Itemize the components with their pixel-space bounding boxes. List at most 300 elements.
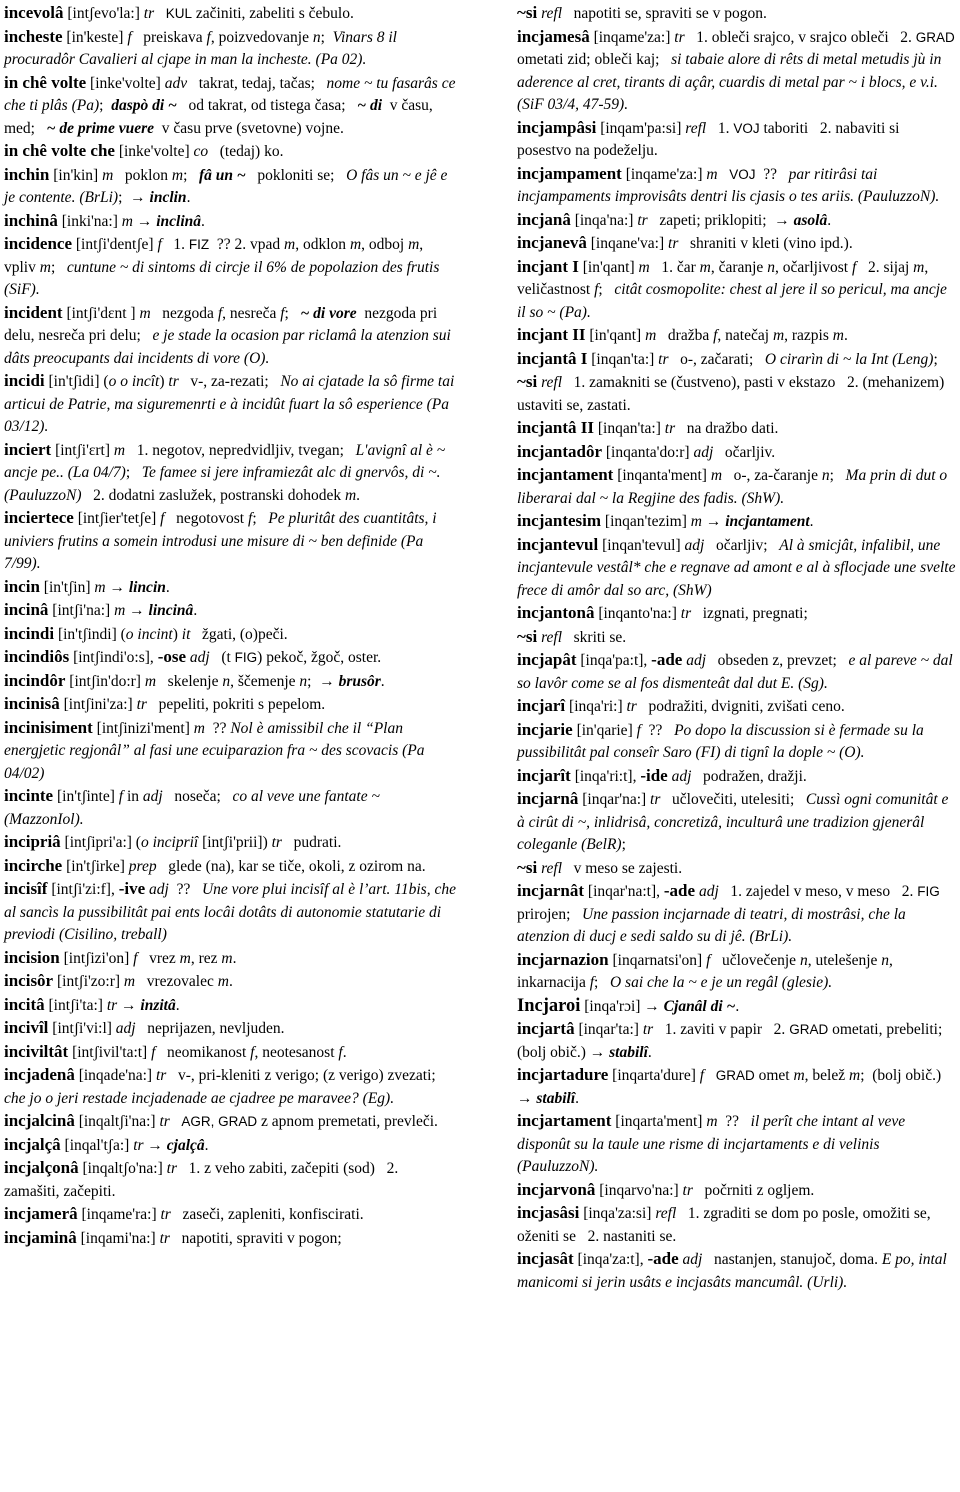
entry-segment: adj (115, 1020, 136, 1037)
entry-segment: O cirarìn di ~ la Int (Leng) (764, 350, 934, 368)
entry-segment: adj (693, 443, 714, 461)
entry-segment: [inqami'na:] (76, 1229, 160, 1247)
dictionary-entry (4, 439, 456, 508)
entry-segment: [inqa'za:t], (573, 1251, 648, 1268)
entry-segment: m (772, 327, 785, 344)
entry-segment: tr (680, 605, 692, 622)
entry-segment: [int (48, 1020, 74, 1037)
dictionary-entry (4, 1227, 456, 1251)
entry-segment: [in't (39, 578, 69, 596)
entry-headword: incinte (4, 786, 54, 805)
entry-segment: refl (655, 1205, 677, 1222)
entry-segment: O sai che la ~ e je un regâl (glesie). (609, 974, 833, 991)
entry-segment: i'dent (102, 236, 137, 253)
entry-segment: m (217, 973, 229, 990)
entry-segment: m (123, 973, 136, 990)
entry-segment: 1. (161, 236, 189, 253)
entry-segment: lincin (128, 578, 166, 596)
entry-segment: m (706, 1113, 718, 1130)
entry-segment: KUL (165, 6, 193, 21)
entry-segment: No ai cjatade la sô firme tai articui de Patrie, ma siguremenrti e à incidût fuart la sô esperience (Pa 03/12). (4, 373, 459, 435)
entry-segment: irke] (95, 857, 129, 875)
entry-segment: 1. z veho zabiti, začepiti (sod) 2. zamašiti, začepiti. (4, 1160, 403, 1200)
entry-segment: f (706, 951, 711, 969)
entry-segment: 1. zgraditi se dom po posle, omožiti se, oženiti se 2. nastaniti se. (517, 1205, 935, 1245)
entry-segment: [inqa'na:] (570, 211, 638, 229)
entry-segment: tr (133, 1136, 144, 1154)
entry-segment: ; (99, 97, 112, 114)
entry-segment: m (408, 236, 420, 253)
entry-segment: inte] (86, 788, 119, 805)
dictionary-entry (517, 510, 957, 534)
entry-headword: incidi (4, 371, 45, 390)
entry-segment: ʃ (119, 1113, 125, 1130)
entry-segment: f (160, 510, 165, 527)
entry-segment: 1. negotov, nepredvidljiv, tvegan; (125, 441, 356, 459)
entry-headword: incirche (4, 855, 63, 875)
entry-headword: incjarît (517, 765, 571, 785)
entry-segment: ivil'ta:t] (98, 1043, 152, 1061)
entry-segment: , vpliv (4, 236, 428, 276)
dictionary-entry (4, 855, 456, 879)
entry-segment: ʃ (78, 973, 84, 990)
entry-segment: [inqanta'do:r] (602, 443, 694, 461)
entry-segment: in] (73, 578, 95, 596)
entry-segment: v-, pri-kleniti z verigo; (z verigo) zvezati; (166, 1067, 448, 1084)
entry-segment: i'prii]) (228, 834, 272, 851)
entry-segment: z apnom premetati, prevleči. (257, 1113, 438, 1130)
dictionary-entry (4, 72, 460, 141)
entry-headword: incindiôs (4, 647, 70, 666)
entry-segment: ʃ (85, 696, 91, 713)
entry-segment: , razpis (784, 327, 833, 344)
entry-segment: GRAD (915, 29, 955, 45)
entry-headword: inciviltât (4, 1041, 69, 1061)
entry-segment: f (594, 281, 599, 298)
dictionary-entry (4, 623, 456, 647)
entry-segment: O fâs un ~ e jê e je contente. (BrLi) (4, 166, 452, 206)
entry-segment: inclinâ (156, 212, 202, 230)
entry-segment: inizi'ment] (123, 719, 194, 737)
entry-segment: m (179, 949, 191, 967)
entry-segment: [int (48, 602, 74, 619)
entry-segment: ; (320, 28, 333, 46)
entry-segment: [inqar'na:] (578, 791, 651, 808)
dictionary-entry (4, 599, 456, 623)
entry-segment: [int (72, 236, 98, 253)
entry-segment: tr (668, 235, 679, 252)
entry-segment: [inqan'ta:] (587, 350, 659, 368)
entry-segment: f (206, 28, 211, 46)
entry-segment: adv (164, 74, 188, 92)
entry-segment: i'na:] (124, 1113, 160, 1130)
entry-segment: [int (47, 881, 73, 898)
dictionary-entry (517, 602, 957, 626)
entry-segment: adj (142, 788, 163, 805)
entry-segment: [inqam'pa:si] (596, 119, 686, 137)
entry-segment: tr (166, 1160, 177, 1177)
entry-segment: (t (209, 649, 235, 666)
entry-segment: ʃ (76, 441, 82, 459)
entry-segment: . (175, 996, 180, 1014)
entry-segment: [inqarta'ment] (611, 1113, 707, 1130)
entry-headword: incjantevul (517, 534, 599, 554)
entry-segment: m (221, 949, 233, 967)
entry-segment: co al veve une fantate ~ (MazzonIol). (4, 788, 384, 828)
entry-segment: [int (53, 973, 79, 990)
entry-headword: inchinâ (4, 210, 58, 230)
entry-segment: ometati, prebeliti; (bolj obič.) → (517, 1021, 947, 1061)
entry-segment: GRAD (715, 1068, 755, 1083)
entry-segment: ʃ (82, 625, 88, 643)
entry-segment: nezgoda (150, 304, 218, 322)
dictionary-entry (517, 2, 957, 26)
entry-segment: tr (664, 420, 676, 437)
entry-segment: 2. sijaj (856, 258, 914, 276)
entry-segment: f (713, 327, 718, 344)
dictionary-entry (4, 233, 456, 302)
entry-segment: tr (159, 1229, 170, 1247)
dictionary-entry (4, 1041, 456, 1065)
entry-segment: . (342, 1043, 347, 1061)
dictionary-entry (517, 441, 957, 465)
entry-segment: , natečaj (717, 327, 773, 344)
entry-segment: 1. zaviti v papir 2. (653, 1021, 790, 1038)
entry-segment: , ščemenje (230, 672, 300, 690)
entry-segment: [inqalt (74, 1113, 120, 1130)
entry-segment: m (102, 166, 114, 184)
entry-segment: ) pekoč, žgoč, oster. (257, 649, 382, 666)
entry-segment: m (284, 236, 296, 253)
entry-segment: . (575, 1089, 580, 1107)
entry-segment: FIG (234, 650, 258, 665)
entry-headword: incinisâ (4, 694, 60, 713)
entry-segment: evo'la:] (94, 5, 144, 22)
entry-headword: incjantesim (517, 511, 602, 530)
entry-segment: [int (62, 304, 88, 322)
entry-segment: m (349, 236, 362, 253)
entry-headword: incjarnât (517, 881, 585, 900)
entry-segment: ipri'a:] ( (91, 834, 141, 851)
entry-segment: ; (125, 464, 142, 481)
entry-segment: m (171, 166, 184, 184)
entry-segment: 1. (706, 119, 734, 137)
entry-segment: nome ~ tu fasarâs ce che ti plâs (Pa) (4, 74, 460, 114)
dictionary-entry (517, 324, 957, 348)
entry-segment: ?? (640, 721, 675, 739)
entry-segment: adj (698, 883, 719, 900)
entry-segment: ~ di (357, 97, 382, 114)
entry-segment: [inqame'za:] (589, 28, 675, 46)
entry-segment: Cjanâl di ~ (663, 997, 736, 1015)
entry-segment: m (690, 513, 702, 530)
entry-segment: o o incît (108, 373, 160, 390)
entry-headword: incjasâsi (517, 1203, 580, 1222)
entry-segment: stabilî (536, 1089, 576, 1107)
dictionary-entry (4, 1064, 456, 1110)
entry-segment: m (793, 1067, 805, 1084)
entry-segment: podražiti, dvigniti, zvišati ceno. (636, 698, 845, 715)
dictionary-entry (4, 670, 456, 694)
entry-segment: tr (155, 1067, 167, 1084)
entry-segment: 2. dodatni zaslužek, postranski dohodek (81, 486, 345, 504)
entry-segment: in (123, 788, 143, 805)
entry-segment: che jo o jeri restade incjadenade ae cjadree pe maravee? (Eg). (4, 1089, 395, 1107)
entry-segment: adj (671, 767, 692, 785)
entry-segment: [in't (62, 857, 91, 875)
entry-headword: incitâ (4, 994, 45, 1014)
entry-segment: . (232, 949, 237, 967)
entry-segment: ʃ (81, 788, 87, 805)
entry-segment: [int (65, 672, 91, 690)
entry-segment: → (132, 212, 157, 230)
entry-segment: izgnati, pregnati; (691, 605, 808, 622)
entry-segment: FIZ (188, 237, 210, 252)
entry-segment: o'na:] (128, 1160, 167, 1177)
dictionary-entry (517, 880, 957, 949)
entry-segment: n (881, 951, 890, 969)
entry-segment: [int (92, 719, 119, 737)
entry-headword: incjantament (517, 465, 614, 484)
entry-segment: in'do:r] (95, 672, 145, 690)
entry-segment: adj (149, 881, 169, 898)
dictionary-entry (4, 1017, 456, 1041)
entry-segment: Vinars 8 il procuradôr Cavalieri al cjape in man la incheste. (Pa 02). (4, 28, 401, 68)
entry-segment: [in'kin] (49, 166, 103, 184)
entry-segment: f (338, 1043, 343, 1061)
entry-segment: . (201, 212, 205, 230)
entry-segment: ; (183, 166, 199, 184)
entry-segment: [inqa'ri:t], (570, 767, 641, 785)
entry-segment: lincinâ (148, 602, 194, 619)
entry-segment: indi] ( (87, 625, 126, 643)
entry-segment: m (39, 258, 51, 276)
entry-headword: incisîf (4, 879, 48, 898)
entry-segment: ometati zid; obleči kaj; (517, 28, 959, 68)
entry-segment: [in'qant] (578, 258, 639, 276)
entry-headword: incindi (4, 623, 55, 643)
dictionary-entry (517, 26, 957, 117)
entry-segment: m (638, 258, 650, 276)
entry-headword: incision (4, 947, 60, 967)
entry-segment: 1. zajedel v meso, v meso 2. (718, 883, 918, 900)
entry-segment: f (127, 28, 132, 46)
entry-segment: [inqame'za:] (621, 165, 707, 183)
entry-segment: (tedaj) ko. (208, 143, 284, 160)
entry-headword: incisôr (4, 971, 54, 990)
entry-segment: L'avignî al è ~ ancje pe.. (La 04/7) (4, 441, 450, 481)
entry-segment: cuntune ~ di sintoms di circje il 6% de popolazion des frutis (SiF). (4, 258, 444, 298)
entry-segment: m (699, 258, 711, 276)
entry-segment: tr (658, 350, 669, 368)
entry-segment: [inqade'na:] (74, 1067, 156, 1084)
entry-segment: refl (541, 628, 563, 646)
dictionary-entry (4, 2, 456, 26)
entry-segment: . (647, 1043, 652, 1061)
entry-segment: [int (51, 441, 77, 459)
entry-segment: Nol è amissibil che il “Plan energjetic regjonâl” al fasi une ecuiparazion fra ~ des scovacis (Pa 04/02) (4, 719, 429, 782)
dictionary-entry (4, 1203, 456, 1227)
dictionary-entry (517, 949, 957, 995)
entry-headword: incjapât (517, 650, 577, 669)
entry-segment: Al à smicjât, infalibil, une incjantevule vestâl* che e regnave ad amont e al à sflocjade une svelte frece di amôr dal so arc, (ShW) (517, 536, 960, 599)
entry-segment: E po, intal manicomi si jerin usâts e incjasâts mancumâl. (Urli). (517, 1251, 951, 1291)
entry-headword: inciert (4, 439, 52, 459)
entry-segment: neomikanost (155, 1043, 251, 1061)
entry-segment: [in't (54, 625, 83, 643)
entry-segment: [int (69, 649, 95, 666)
entry-headword: incindôr (4, 670, 66, 690)
entry-segment: noseča; (162, 788, 233, 805)
entry-segment: ʃ (85, 949, 91, 967)
entry-segment: [int (60, 834, 87, 851)
entry-segment: prirojen; (517, 883, 944, 923)
entry-segment: , poizvedovanje (210, 28, 313, 46)
entry-segment: ; (bolj obič.) → (517, 1067, 945, 1107)
entry-segment: tr (136, 696, 147, 713)
dictionary-entry (4, 576, 456, 600)
dictionary-entry (517, 256, 957, 325)
entry-headword: incjaminâ (4, 1227, 77, 1247)
entry-headword: incjalçâ (4, 1134, 61, 1154)
entry-segment: f (852, 258, 857, 276)
entry-headword: incident (4, 302, 63, 322)
entry-segment: . (735, 997, 740, 1015)
entry-headword: incjadenâ (4, 1065, 75, 1084)
entry-segment: e je stade la ocasion par riclamâ la atenzion sui dâts preocupants dai incidents di vore (O). (4, 327, 455, 367)
entry-segment: i'ɛrt] (81, 441, 114, 459)
entry-segment: → (117, 996, 141, 1014)
entry-segment: ; (621, 836, 626, 853)
entry-segment: [in'qarie] (572, 721, 637, 739)
entry-segment: ʃ (122, 1160, 129, 1177)
entry-segment: fâ un ~ (199, 166, 246, 184)
entry-segment: ; → (307, 672, 339, 690)
entry-segment: daspò di ~ (111, 97, 177, 114)
entry-segment: v času prve (svetovne) vojne. (154, 119, 344, 137)
entry-headword: incjamerâ (4, 1204, 78, 1223)
entry-headword: incipriâ (4, 832, 61, 851)
entry-headword: incjarnâ (517, 789, 579, 808)
dictionary-entry (517, 857, 957, 881)
entry-segment: inclin (149, 189, 187, 206)
dictionary-entry (517, 117, 957, 163)
entry-segment: → (701, 513, 726, 530)
entry-segment: shraniti v kleti (vino ipd.). (678, 235, 853, 252)
entry-headword: incjant I (517, 256, 579, 276)
entry-segment: m (121, 212, 133, 230)
dictionary-entry (4, 210, 456, 234)
entry-segment: skelenje (156, 672, 223, 690)
dictionary-entry (517, 464, 957, 510)
entry-headword: incjartament (517, 1111, 612, 1130)
entry-segment: ʃ (72, 881, 79, 898)
entry-segment: ?? (755, 165, 789, 183)
entry-segment: ; (50, 258, 67, 276)
entry-segment: i'ta:] (75, 996, 107, 1014)
entry-segment: [in't (53, 788, 82, 805)
entry-segment: [inqanta'ment] (613, 467, 711, 484)
entry-segment: zaseči, zapleniti, konfiscirati. (170, 1206, 364, 1223)
entry-segment: m (848, 1067, 861, 1084)
entry-segment: [inqame'ra:] (77, 1206, 161, 1223)
entry-headword: incjarvonâ (517, 1179, 596, 1199)
entry-segment: Te famee si jere inframiezât alc di gnervôs, di ~. (PauluzzoN) (4, 464, 445, 504)
entry-segment: izi'on] (90, 949, 134, 967)
entry-segment: tr (637, 211, 648, 229)
entry-segment: [int (44, 996, 71, 1014)
entry-segment (718, 166, 730, 183)
entry-segment: . (843, 327, 848, 344)
entry-headword: incin (4, 576, 40, 596)
entry-segment: ʃ (139, 510, 145, 527)
entry-headword: incinisiment (4, 717, 93, 737)
entry-segment: učlovečiti, utelesiti; (660, 791, 806, 808)
entry-segment: inzitâ (140, 996, 176, 1014)
entry-segment: dražba (656, 327, 714, 344)
entry-segment: indi'o:s], (99, 649, 158, 666)
entry-segment: pepeliti, pokriti s pepelom. (146, 696, 326, 713)
entry-segment: . (228, 973, 233, 990)
entry-segment: ?? (717, 1113, 751, 1130)
entry-segment: [inqane'va:] (586, 235, 669, 252)
entry-segment: počrniti z ogljem. (692, 1181, 815, 1199)
entry-headword: incjanevâ (517, 233, 587, 252)
entry-segment: [inqarvo'na:] (595, 1181, 683, 1199)
dictionary-entry (517, 163, 957, 209)
entry-segment (170, 1113, 182, 1130)
dictionary-entry (4, 1134, 456, 1158)
entry-segment: ʃ (73, 1020, 79, 1037)
entry-segment: o-, začarati; (668, 350, 765, 368)
entry-segment: ʃ (94, 649, 100, 666)
entry-segment: n (222, 672, 231, 690)
entry-segment: [inqarta'dure] (608, 1067, 700, 1084)
dictionary-entry (4, 878, 460, 947)
entry-segment: co (193, 143, 209, 160)
entry-segment: m (710, 467, 723, 484)
entry-segment: Une vore plui incisîf al è l’art. 11bis, che al sancìs la pussibilitât pai ents locâi dotâts di autonomie statutarie di previodi (Cisilino, treball) (4, 881, 460, 943)
dictionary-entry (517, 626, 957, 650)
entry-segment: -ide (640, 765, 668, 785)
entry-headword: incjarî (517, 696, 566, 715)
entry-headword: incjartâ (517, 1019, 575, 1038)
entry-segment: e] (144, 510, 161, 527)
entry-segment: pudrati. (281, 834, 342, 851)
entry-segment: f (699, 1067, 705, 1084)
entry-segment: idi] ( (78, 373, 109, 390)
entry-segment: m (706, 165, 718, 183)
entry-segment: VOJ (733, 120, 760, 136)
entry-segment: n (799, 951, 808, 969)
entry-segment: f (151, 1043, 156, 1061)
entry-headword: incjantadôr (517, 441, 602, 461)
entry-segment: ʃ (118, 719, 124, 737)
entry-segment: n (821, 467, 830, 484)
dictionary-entry (517, 765, 957, 789)
entry-segment: citât cosmopolite: chest al jere il so pericul, ma ancje il so ~ (Pa). (517, 281, 951, 321)
entry-segment: m (94, 578, 106, 596)
entry-segment: v meso se zajesti. (562, 859, 683, 877)
entry-segment: o incint (125, 625, 173, 643)
entry-segment: ~ di vore (300, 304, 357, 322)
entry-segment: -ade (647, 1249, 679, 1268)
entry-segment: . (809, 513, 814, 530)
entry-headword: ~si (517, 372, 538, 391)
entry-segment: v času, med; (4, 97, 437, 137)
entry-segment: [inqa'za:si] (579, 1205, 656, 1222)
entry-segment: , belež (804, 1067, 849, 1084)
